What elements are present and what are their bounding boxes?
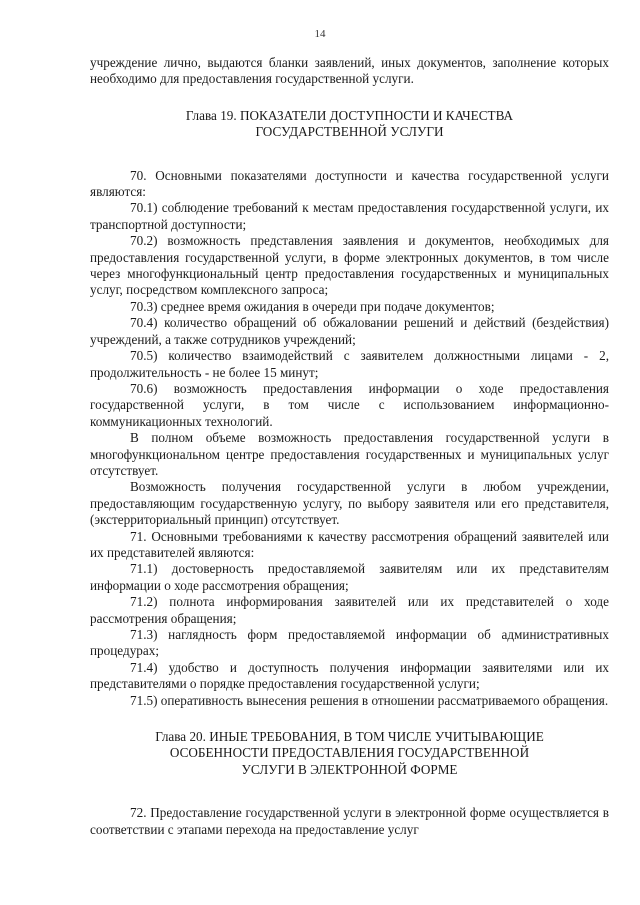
chapter-20-heading-line-1: Глава 20. ИНЫЕ ТРЕБОВАНИЯ, В ТОМ ЧИСЛЕ УЧИТЫВАЮЩИЕ (155, 729, 544, 745)
page-number: 14 (314, 28, 326, 40)
paragraph-70: 70. Основными показателями доступности и качества государственной услуги являются: (90, 167, 609, 200)
paragraph-71-3: 71.3) наглядность форм предоставляемой информации об административных процедурах; (90, 627, 609, 659)
chapter-19-heading-line-1: Глава 19. ПОКАЗАТЕЛИ ДОСТУПНОСТИ И КАЧЕСТВА (185, 107, 514, 123)
paragraph-71-4: 71.4) удобство и доступность получения информации заявителями или их представителями о порядке предоставления государственной услуги; (90, 659, 609, 692)
intro-paragraph: учреждение лично, выдаются бланки заявлений, иных документов, заполнение которых необходимо для предоставления государственной услуги. (90, 55, 609, 87)
paragraph-71-1: 71.1) достоверность предоставляемой заявителям или их представителям информации о ходе рассмотрения обращения; (90, 561, 609, 593)
paragraph-70-1: 70.1) соблюдение требований к местам предоставления государственной услуги, их транспортной доступности; (90, 200, 609, 232)
paragraph-mfc-availability: В полном объеме возможность предоставления государственной услуги в многофункциональном центре предоставления государственных и муниципальных услуг отсутствует. (90, 430, 609, 478)
paragraph-extraterritorial: Возможность получения государственной услуги в любом учреждении, предоставляющим государственную услугу, по выбору заявителя или его представителя, (экстерриториальный принцип) отсутствует. (90, 479, 609, 528)
paragraph-70-3: 70.3) среднее время ожидания в очереди при подаче документов; (130, 298, 495, 314)
paragraph-70-2: 70.2) возможность представления заявления и документов, необходимых для предоставления государственной услуги, в форме электронных документов, в том числе через многофункциональный центр предоставления государственных и муниципальных услуг, посредством комплексного запроса; (90, 233, 609, 298)
chapter-20-heading-line-3: УСЛУГИ В ЭЛЕКТРОННОЙ ФОРМЕ (241, 761, 458, 777)
paragraph-70-6: 70.6) возможность предоставления информации о ходе предоставления государственной услуги, в том числе с использованием информационно-коммуникационных технологий. (90, 380, 609, 429)
chapter-19-heading-line-2: ГОСУДАРСТВЕННОЙ УСЛУГИ (255, 124, 444, 140)
paragraph-70-5: 70.5) количество взаимодействий с заявителем должностными лицами - 2, продолжительность - не более 15 минут; (90, 348, 609, 380)
paragraph-71-2: 71.2) полнота информирования заявителей или их представителей о ходе рассмотрения обращения; (90, 594, 609, 626)
page-content (90, 55, 609, 838)
paragraph-70-4: 70.4) количество обращений об обжаловании решений и действий (бездействия) учреждений, а также сотрудников учреждений; (90, 315, 609, 347)
paragraph-72: 72. Предоставление государственной услуги в электронной форме осуществляется в соответствии с этапами перехода на предоставление услуг (90, 805, 609, 837)
paragraph-71-5: 71.5) оперативность вынесения решения в отношении рассматриваемого обращения. (130, 692, 609, 708)
chapter-20-heading-line-2: ОСОБЕННОСТИ ПРЕДОСТАВЛЕНИЯ ГОСУДАРСТВЕННОЙ (169, 745, 530, 761)
chapter-20-heading (90, 729, 609, 778)
chapter-19-heading (90, 108, 609, 141)
paragraph-71: 71. Основными требованиями к качеству рассмотрения обращений заявителей или их представителей являются: (90, 528, 609, 560)
